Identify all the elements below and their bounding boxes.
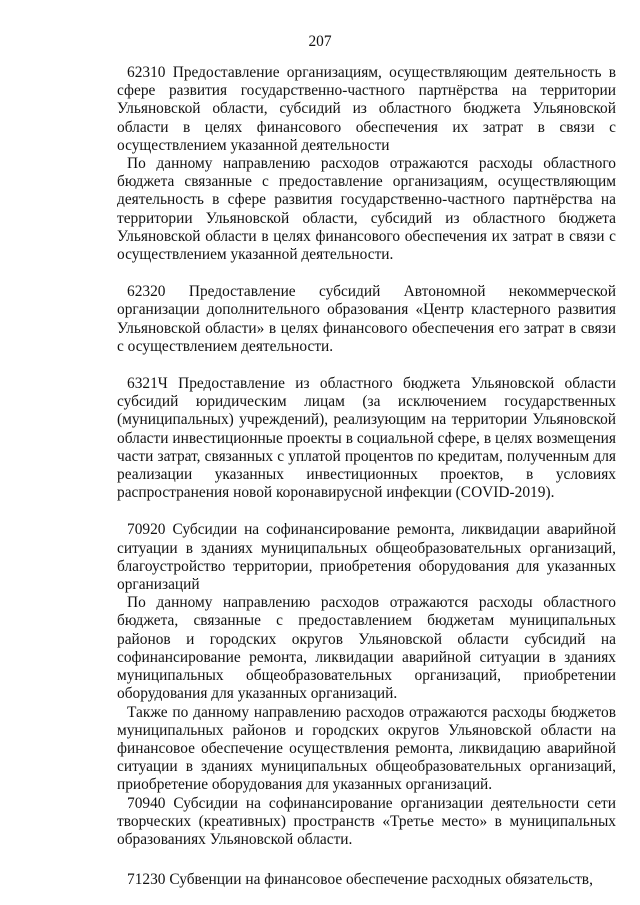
document-body	[117, 64, 616, 889]
paragraph-71230-heading: 71230 Субвенции на финансовое обеспечение расходных обязательств,	[127, 871, 593, 889]
paragraph-70940-heading: 70940 Субсидии на софинансирование организации деятельности сети творческих (креативных) пространств «Третье место» в муниципальных образованиях Ульяновской области.	[117, 794, 616, 848]
paragraph-70920-additional: Также по данному направлению расходов отражаются расходы бюджетов муниципальных районов и городских округов Ульяновской области на финансовое обеспечение осуществления ремонта, ликвидацию аварийной ситуации в зданиях муниципальных общеобразовательных организаций, приобретение оборудования для указанных организаций.	[117, 703, 616, 794]
page-number: 207	[308, 33, 332, 50]
paragraph-62310-heading: 62310 Предоставление организациям, осуществляющим деятельность в сфере развития государственно-частного партнёрства на территории Ульяновской области, субсидий из областного бюджета Ульяновской области в целях финансового обеспечения их затрат в связи с осуществлением указанной деятельности	[117, 64, 616, 154]
paragraph-70920-heading: 70920 Субсидии на софинансирование ремонта, ликвидации аварийной ситуации в зданиях муниципальных общеобразовательных организаций, благоустройство территории, приобретения оборудования для указанных организаций	[117, 521, 616, 594]
paragraph-70920-description: По данному направлению расходов отражаются расходы областного бюджета, связанные с предоставлением бюджетам муниципальных районов и городских округов Ульяновской области субсидий на софинансирование ремонта, ликвидации аварийной ситуации в зданиях муниципальных общеобразовательных организаций, приобретении оборудования для указанных организаций.	[117, 594, 616, 703]
paragraph-62320-heading: 62320 Предоставление субсидий Автономной некоммерческой организации дополнительного образования «Центр кластерного развития Ульяновской области» в целях финансового обеспечения его затрат в связи с осуществлением деятельности.	[117, 283, 616, 355]
paragraph-6321ch-heading: 6321Ч Предоставление из областного бюджета Ульяновской области субсидий юридическим лицам (за исключением государственных (муниципальных) учреждений), реализующим на территории Ульяновской области инвестиционные проекты в социальной сфере, в целях возмещения части затрат, связанных с уплатой процентов по кредитам, полученным для реализации указанных инвестиционных проектов, в условиях распространения новой коронавирусной инфекции (COVID-2019).	[117, 375, 616, 502]
paragraph-62310-description: По данному направлению расходов отражаются расходы областного бюджета связанные с предоставление организациям, осуществляющим деятельность в сфере развития государственно-частного партнёрства на территории Ульяновской области, субсидий из областного бюджета Ульяновской области в целях финансового обеспечения их затрат в связи с осуществлением указанной деятельности.	[117, 155, 616, 264]
